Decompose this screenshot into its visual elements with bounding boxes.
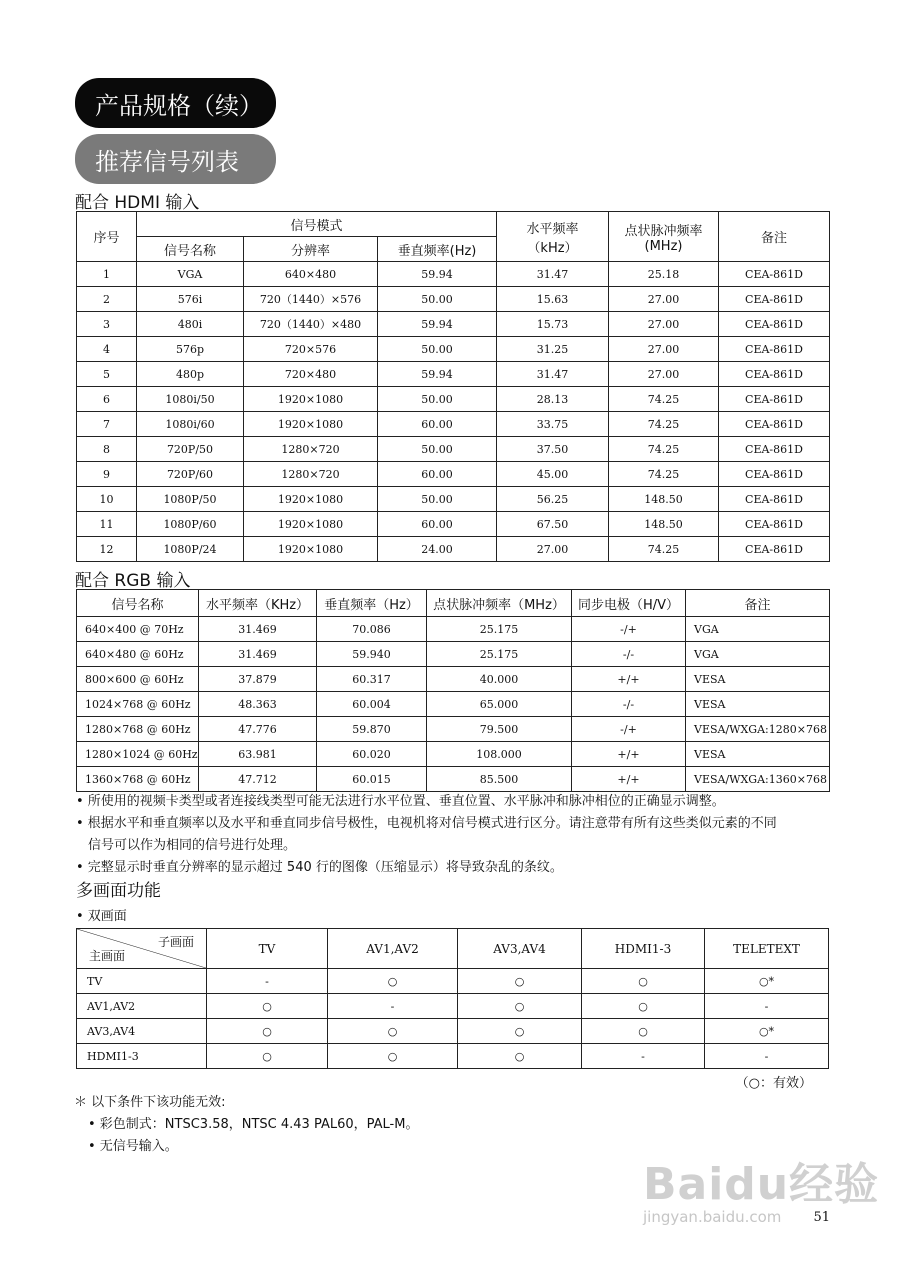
table-cell: 1024×768 @ 60Hz	[77, 692, 199, 717]
table-cell: ○	[207, 1019, 328, 1044]
table-cell: 720×576	[244, 337, 378, 362]
table-cell: 720×480	[244, 362, 378, 387]
table-cell: 720（1440）×576	[244, 287, 378, 312]
table-cell: -	[705, 1044, 829, 1069]
table-cell: 11	[77, 512, 137, 537]
multi-screen-heading: 多画面功能	[76, 881, 161, 901]
sub-screen-label: 子画面	[157, 935, 194, 949]
table-cell: VGA	[686, 617, 830, 642]
col-header-no: 序号	[77, 212, 137, 262]
col-header-name: 信号名称	[137, 237, 244, 262]
table-cell: 67.50	[497, 512, 609, 537]
table-cell: 59.94	[378, 362, 497, 387]
table-row	[77, 994, 829, 1019]
table-cell: 720P/50	[137, 437, 244, 462]
table-cell: ○*	[705, 1019, 829, 1044]
table-cell: 74.25	[609, 537, 719, 562]
table-cell: -/+	[572, 617, 686, 642]
table-cell: ○	[328, 969, 458, 994]
table-cell: 640×480 @ 60Hz	[77, 642, 199, 667]
table-cell: CEA-861D	[719, 287, 830, 312]
col-header: HDMI1-3	[582, 929, 705, 969]
table-cell: ○	[458, 994, 582, 1019]
col-header: 备注	[686, 590, 830, 617]
col-header-vfreq: 垂直频率(Hz)	[378, 237, 497, 262]
col-header: TV	[207, 929, 328, 969]
table-cell: 480i	[137, 312, 244, 337]
table-cell: VESA/WXGA:1360×768	[686, 767, 830, 792]
col-header-resolution: 分辨率	[244, 237, 378, 262]
table-cell: 25.18	[609, 262, 719, 287]
table-cell: CEA-861D	[719, 462, 830, 487]
table-cell: 59.940	[317, 642, 427, 667]
table-row	[77, 642, 830, 667]
col-header: 垂直频率（Hz）	[317, 590, 427, 617]
section-title: 产品规格（续）	[75, 78, 276, 128]
table-cell: 7	[77, 412, 137, 437]
table-cell: 50.00	[378, 487, 497, 512]
table-cell: ○	[328, 1019, 458, 1044]
table-row	[77, 312, 830, 337]
table-cell: -/-	[572, 692, 686, 717]
col-header: TELETEXT	[705, 929, 829, 969]
table-cell: 640×480	[244, 262, 378, 287]
table-cell: +/+	[572, 767, 686, 792]
table-cell: 47.776	[199, 717, 317, 742]
table-cell: 8	[77, 437, 137, 462]
table-cell: 65.000	[427, 692, 572, 717]
table-cell: 1920×1080	[244, 537, 378, 562]
table-row	[77, 667, 830, 692]
table-row	[77, 337, 830, 362]
col-header-hfreq: 水平频率 （kHz）	[497, 212, 609, 262]
row-header: HDMI1-3	[77, 1044, 207, 1069]
table-cell: CEA-861D	[719, 362, 830, 387]
note-2: • 根据水平和垂直频率以及水平和垂直同步信号极性，电视机将对信号模式进行区分。请注意带有所有这些类似元素的不同	[76, 816, 777, 831]
table-cell: 63.981	[199, 742, 317, 767]
table-cell: -	[328, 994, 458, 1019]
table-cell: 60.317	[317, 667, 427, 692]
table-cell: 1	[77, 262, 137, 287]
col-header-signal-mode: 信号模式	[137, 212, 497, 237]
table-cell: 25.175	[427, 617, 572, 642]
table-cell: 60.004	[317, 692, 427, 717]
table-cell: 59.870	[317, 717, 427, 742]
table-row	[77, 362, 830, 387]
table-cell: CEA-861D	[719, 412, 830, 437]
table-row	[77, 512, 830, 537]
table-cell: VESA	[686, 742, 830, 767]
rgb-signal-table	[76, 589, 830, 792]
table-cell: 1080P/24	[137, 537, 244, 562]
section-subtitle: 推荐信号列表	[75, 134, 276, 184]
table-row	[77, 412, 830, 437]
table-row	[77, 462, 830, 487]
valid-legend: （○：有效）	[735, 1076, 812, 1091]
table-cell: 1920×1080	[244, 487, 378, 512]
table-row	[77, 969, 829, 994]
table-cell: 1280×720	[244, 462, 378, 487]
table-cell: 1280×768 @ 60Hz	[77, 717, 199, 742]
table-cell: 31.47	[497, 362, 609, 387]
table-cell: 85.500	[427, 767, 572, 792]
corner-header	[77, 929, 207, 969]
table-cell: 60.00	[378, 512, 497, 537]
table-cell: 15.73	[497, 312, 609, 337]
table-cell: VGA	[686, 642, 830, 667]
table-cell: 2	[77, 287, 137, 312]
table-cell: 5	[77, 362, 137, 387]
table-cell: 108.000	[427, 742, 572, 767]
table-row	[77, 717, 830, 742]
table-cell: VESA	[686, 692, 830, 717]
table-cell: +/+	[572, 742, 686, 767]
table-cell: 1080P/50	[137, 487, 244, 512]
col-header: AV3,AV4	[458, 929, 582, 969]
table-cell: 50.00	[378, 387, 497, 412]
table-cell: 27.00	[497, 537, 609, 562]
table-cell: 74.25	[609, 462, 719, 487]
table-cell: CEA-861D	[719, 512, 830, 537]
table-row	[77, 262, 830, 287]
table-cell: CEA-861D	[719, 537, 830, 562]
table-cell: 59.94	[378, 312, 497, 337]
table-cell: 50.00	[378, 287, 497, 312]
col-header: AV1,AV2	[328, 929, 458, 969]
table-cell: 1080i/60	[137, 412, 244, 437]
footnote-item: • 无信号输入。	[88, 1139, 178, 1154]
baidu-watermark: Baidu经验 jingyan.baidu.com	[643, 1159, 880, 1226]
table-cell: 148.50	[609, 487, 719, 512]
table-cell: ○	[582, 994, 705, 1019]
col-header-dotclock: 点状脉冲频率 (MHz)	[609, 212, 719, 262]
table-cell: 3	[77, 312, 137, 337]
table-cell: 576i	[137, 287, 244, 312]
table-cell: 24.00	[378, 537, 497, 562]
note-2-cont: 信号可以作为相同的信号进行处理。	[88, 838, 297, 853]
table-cell: 40.000	[427, 667, 572, 692]
table-cell: 45.00	[497, 462, 609, 487]
table-cell: CEA-861D	[719, 262, 830, 287]
table-cell: 74.25	[609, 412, 719, 437]
table-cell: 60.00	[378, 412, 497, 437]
row-header: AV3,AV4	[77, 1019, 207, 1044]
table-cell: 74.25	[609, 437, 719, 462]
table-cell: 59.94	[378, 262, 497, 287]
table-cell: 60.020	[317, 742, 427, 767]
main-screen-label: 主画面	[89, 949, 126, 963]
table-cell: -	[207, 969, 328, 994]
table-row	[77, 287, 830, 312]
table-cell: 1080i/50	[137, 387, 244, 412]
table-cell: 31.47	[497, 262, 609, 287]
table-cell: 31.469	[199, 642, 317, 667]
col-header: 信号名称	[77, 590, 199, 617]
table-cell: 640×400 @ 70Hz	[77, 617, 199, 642]
table-cell: 25.175	[427, 642, 572, 667]
table-cell: ○	[458, 1044, 582, 1069]
rgb-heading: 配合 RGB 输入	[75, 571, 191, 591]
table-cell: CEA-861D	[719, 337, 830, 362]
table-cell: 28.13	[497, 387, 609, 412]
table-cell: 576p	[137, 337, 244, 362]
table-cell: CEA-861D	[719, 487, 830, 512]
row-header: TV	[77, 969, 207, 994]
col-header: 水平频率（KHz）	[199, 590, 317, 617]
table-cell: CEA-861D	[719, 437, 830, 462]
table-cell: 1280×720	[244, 437, 378, 462]
table-cell: -/-	[572, 642, 686, 667]
dual-screen-label: • 双画面	[76, 909, 127, 924]
table-cell: 27.00	[609, 287, 719, 312]
table-cell: VGA	[137, 262, 244, 287]
multi-screen-table	[76, 928, 829, 1069]
table-cell: 720P/60	[137, 462, 244, 487]
table-cell: 37.50	[497, 437, 609, 462]
table-cell: 1360×768 @ 60Hz	[77, 767, 199, 792]
col-header-remark: 备注	[719, 212, 830, 262]
table-cell: 47.712	[199, 767, 317, 792]
table-cell: 1920×1080	[244, 412, 378, 437]
table-cell: 56.25	[497, 487, 609, 512]
hdmi-heading: 配合 HDMI 输入	[75, 193, 200, 213]
hdmi-signal-table	[76, 211, 830, 562]
table-cell: ○	[458, 969, 582, 994]
table-cell: 60.015	[317, 767, 427, 792]
table-cell: 27.00	[609, 337, 719, 362]
table-cell: 31.25	[497, 337, 609, 362]
table-row	[77, 537, 830, 562]
col-header: 点状脉冲频率（MHz）	[427, 590, 572, 617]
table-cell: 1080P/60	[137, 512, 244, 537]
table-cell: 6	[77, 387, 137, 412]
table-row	[77, 387, 830, 412]
table-cell: +/+	[572, 667, 686, 692]
table-cell: 50.00	[378, 437, 497, 462]
table-cell: 27.00	[609, 312, 719, 337]
table-row	[77, 487, 830, 512]
table-cell: 50.00	[378, 337, 497, 362]
table-cell: 10	[77, 487, 137, 512]
table-cell: 74.25	[609, 387, 719, 412]
table-cell: 720（1440）×480	[244, 312, 378, 337]
table-cell: ○	[328, 1044, 458, 1069]
table-cell: 480p	[137, 362, 244, 387]
table-cell: ○*	[705, 969, 829, 994]
table-cell: 15.63	[497, 287, 609, 312]
table-row	[77, 1019, 829, 1044]
table-row	[77, 692, 830, 717]
table-cell: 60.00	[378, 462, 497, 487]
footnote-title: ＊ 以下条件下该功能无效:	[74, 1095, 226, 1110]
table-cell: -/+	[572, 717, 686, 742]
table-cell: 1280×1024 @ 60Hz	[77, 742, 199, 767]
table-cell: 37.879	[199, 667, 317, 692]
table-cell: ○	[458, 1019, 582, 1044]
table-row	[77, 767, 830, 792]
table-cell: 31.469	[199, 617, 317, 642]
table-cell: 1920×1080	[244, 512, 378, 537]
table-cell: 800×600 @ 60Hz	[77, 667, 199, 692]
footnote	[74, 1092, 418, 1158]
table-cell: 27.00	[609, 362, 719, 387]
page-number: 51	[813, 1210, 830, 1225]
table-row	[77, 742, 830, 767]
table-cell: VESA/WXGA:1280×768	[686, 717, 830, 742]
col-header: 同步电极（H/V）	[572, 590, 686, 617]
table-cell: 79.500	[427, 717, 572, 742]
table-cell: 33.75	[497, 412, 609, 437]
table-cell: -	[582, 1044, 705, 1069]
table-cell: 70.086	[317, 617, 427, 642]
table-row	[77, 1044, 829, 1069]
table-cell: ○	[582, 1019, 705, 1044]
note-1: • 所使用的视频卡类型或者连接线类型可能无法进行水平位置、垂直位置、水平脉冲和脉冲相位的正确显示调整。	[76, 794, 725, 809]
note-3: • 完整显示时垂直分辨率的显示超过 540 行的图像（压缩显示）将导致杂乱的条纹。	[76, 860, 563, 875]
table-cell: ○	[582, 969, 705, 994]
table-cell: 4	[77, 337, 137, 362]
table-row	[77, 437, 830, 462]
table-cell: ○	[207, 994, 328, 1019]
table-cell: ○	[207, 1044, 328, 1069]
table-cell: -	[705, 994, 829, 1019]
table-cell: CEA-861D	[719, 312, 830, 337]
table-cell: CEA-861D	[719, 387, 830, 412]
table-cell: 1920×1080	[244, 387, 378, 412]
row-header: AV1,AV2	[77, 994, 207, 1019]
table-cell: 48.363	[199, 692, 317, 717]
table-cell: 12	[77, 537, 137, 562]
notes	[76, 791, 846, 879]
table-row	[77, 617, 830, 642]
table-cell: VESA	[686, 667, 830, 692]
table-cell: 148.50	[609, 512, 719, 537]
table-cell: 9	[77, 462, 137, 487]
footnote-item: • 彩色制式：NTSC3.58，NTSC 4.43 PAL60，PAL-M。	[88, 1117, 419, 1132]
